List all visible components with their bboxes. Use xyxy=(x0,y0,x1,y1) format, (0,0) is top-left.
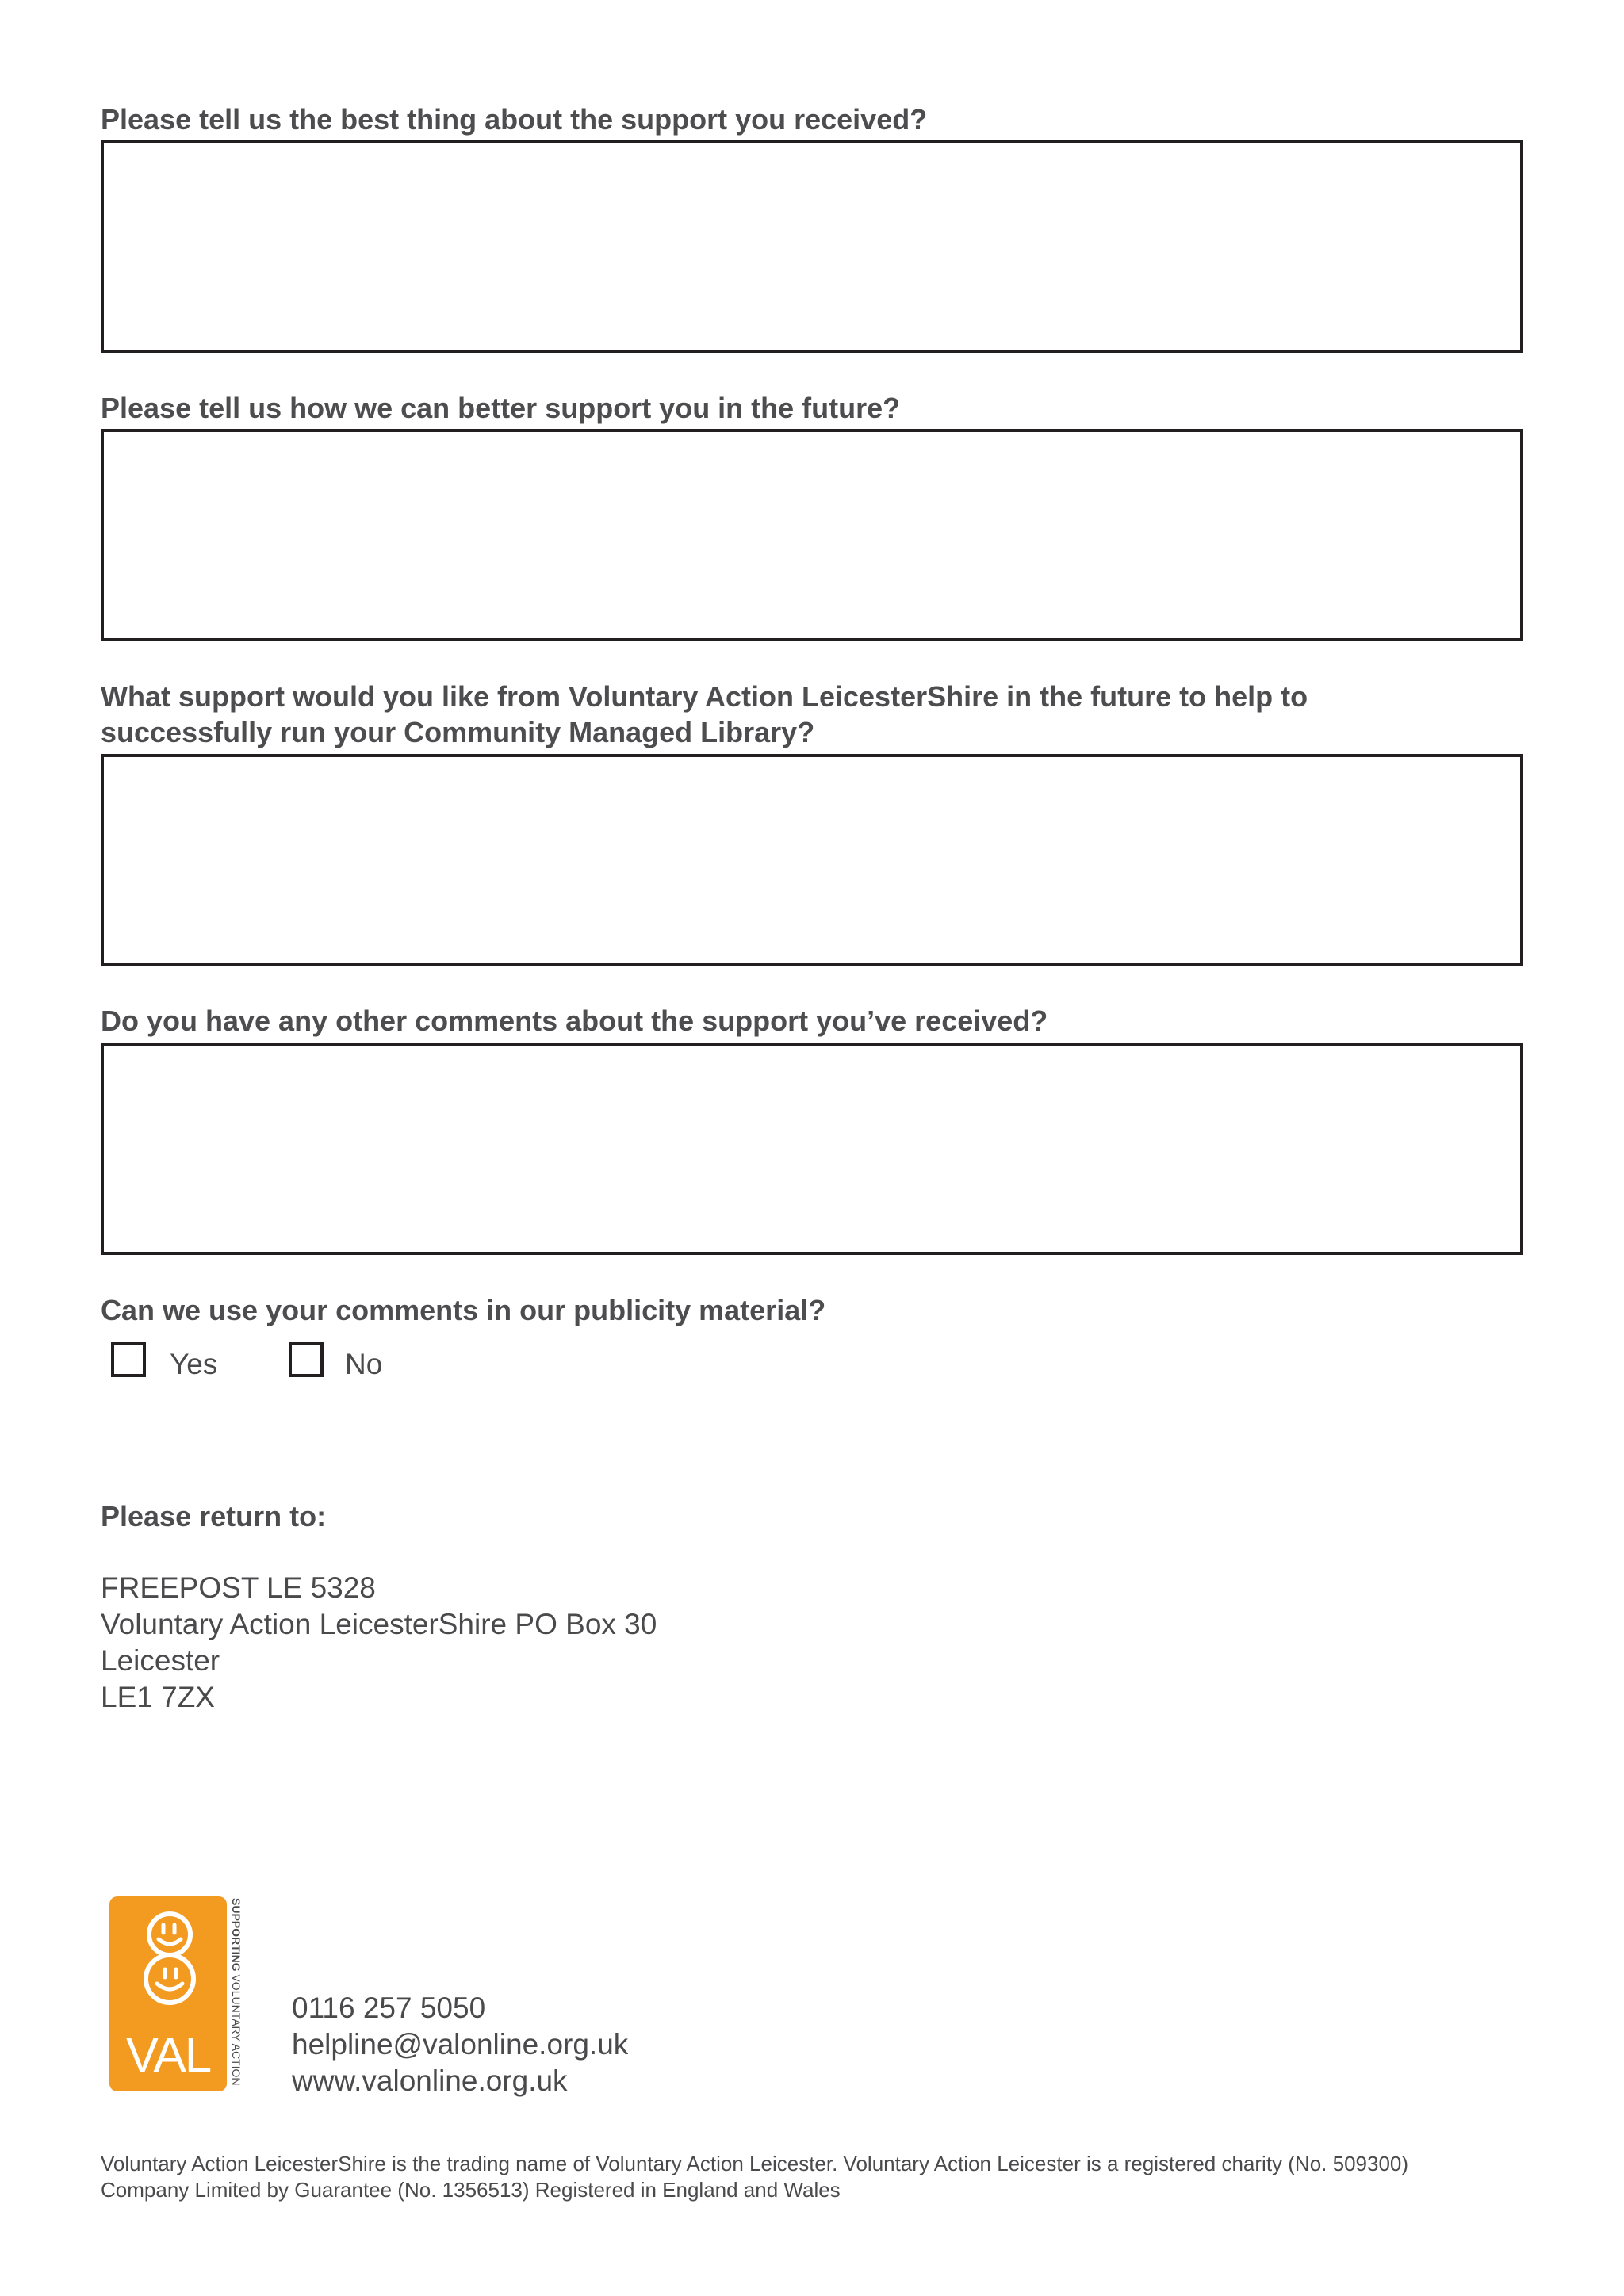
question-2-answer-input[interactable] xyxy=(104,432,1520,638)
question-3-label-line-2: successfully run your Community Managed Library? xyxy=(101,716,815,748)
legal-line-2: Company Limited by Guarantee (No. 1356513) Registered in England and Wales xyxy=(101,2178,841,2202)
question-1-label: Please tell us the best thing about the support you received? xyxy=(101,103,928,136)
question-1-answer-input[interactable] xyxy=(104,144,1520,350)
no-label: No xyxy=(345,1348,383,1380)
address-line-3: Leicester xyxy=(101,1644,220,1677)
question-2-label: Please tell us how we can better support you in the future? xyxy=(101,392,901,424)
address-line-2: Voluntary Action LeicesterShire PO Box 30 xyxy=(101,1608,657,1640)
question-1-answer-box[interactable] xyxy=(101,140,1523,353)
question-2-answer-box[interactable] xyxy=(101,429,1523,641)
question-3-label-line-1: What support would you like from Voluntary Action LeicesterShire in the future to help to xyxy=(101,680,1308,713)
address-line-1: FREEPOST LE 5328 xyxy=(101,1571,376,1604)
question-4-label: Do you have any other comments about the support you’ve received? xyxy=(101,1004,1048,1037)
yes-checkbox[interactable] xyxy=(111,1342,146,1377)
no-checkbox[interactable] xyxy=(289,1342,324,1377)
logo-text: VAL xyxy=(125,2028,211,2083)
question-4-answer-input[interactable] xyxy=(104,1046,1520,1252)
return-heading: Please return to: xyxy=(101,1500,327,1533)
val-logo xyxy=(109,1896,227,2091)
smiley-figure-icon xyxy=(109,1896,227,2015)
contact-email[interactable]: helpline@valonline.org.uk xyxy=(292,2028,629,2061)
tagline-rest: VOLUNTARY ACTION xyxy=(230,1971,243,2086)
tagline-bold: SUPPORTING xyxy=(230,1898,243,1972)
contact-phone: 0116 257 5050 xyxy=(292,1992,486,2024)
question-3-answer-input[interactable] xyxy=(104,757,1520,963)
legal-line-1: Voluntary Action LeicesterShire is the trading name of Voluntary Action Leicester. Voluntary Action Leicester is a registered charity (No. 509300) xyxy=(101,2152,1409,2175)
yes-label: Yes xyxy=(170,1348,218,1380)
contact-website[interactable]: www.valonline.org.uk xyxy=(292,2064,568,2097)
question-4-answer-box[interactable] xyxy=(101,1043,1523,1255)
publicity-question-label: Can we use your comments in our publicity material? xyxy=(101,1294,826,1326)
address-line-4: LE1 7ZX xyxy=(101,1681,215,1713)
question-3-answer-box[interactable] xyxy=(101,754,1523,966)
logo-tagline xyxy=(228,1898,244,2092)
